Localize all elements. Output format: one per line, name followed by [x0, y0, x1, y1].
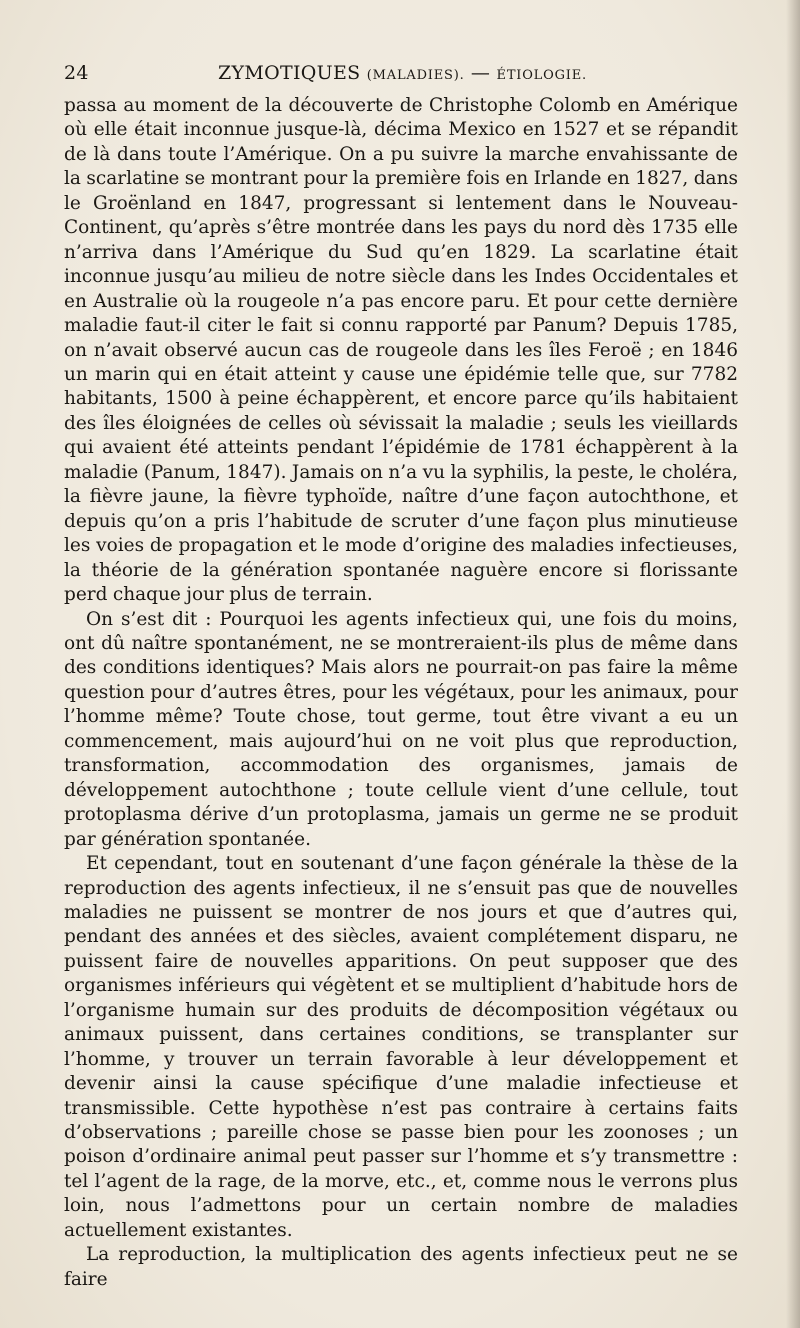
paragraph-last-line: La reproduction, la multiplication des agents infectieux peut ne se faire: [64, 1244, 738, 1290]
header-title: [218, 62, 587, 84]
paragraph: Et cependant, tout en soutenant d’une façon générale la thèse de la reproduction des agents infectieux, il ne s’ensuit pas que de nouvelles maladies ne puissent se montrer de nos jours et que d’autres qui, pendant des années et des siècles, avaient complétement disparu, ne puissent faire de nouvelles apparitions. On peut supposer que des organismes inférieurs qui végètent et se multiplient d’habitude hors de l’organisme humain sur des produits de décomposition végétaux ou animaux puissent, dans certaines conditions, se transplanter sur l’homme, y trouver un terrain favorable à leur développement et devenir ainsi la cause spécifique d’une maladie infectieuse et transmissible. Cette hypothèse n’est pas contraire à certains faits d’observations ; pareille chose se passe bien pour les zoonoses ; un poison d’ordinaire animal peut passer sur l’homme et s’y transmettre : tel l’agent de la rage, de la morve, etc., et, comme nous le verrons plus loin, nous l’admettons pour un certain nombre de maladies actuellement existantes.: [64, 853, 738, 1241]
paragraph-continued: passa au moment de la découverte de Christophe Colomb en Amérique où elle était inconnue jusque-là, décima Mexico en 1527 et se répandit de là dans toute l’Amérique. On a pu suivre la marche envahissante de la scarlatine se montrant pour la première fois en Irlande en 1827, dans le Groënland en 1847, progressant si lentement dans le Nouveau-Continent, qu’après s’être montrée dans les pays du nord dès 1735 elle n’arriva dans l’Amérique du Sud qu’en 1829. La scarlatine était inconnue jusqu’au milieu de notre siècle dans les Indes Occidentales et en Australie où la rougeole n’a pas encore paru. Et pour cette dernière maladie faut-il citer le fait si connu rapporté par Panum? Depuis 1785, on n’avait observé aucun cas de rougeole dans les îles Feroë ; en 1846 un marin qui en était atteint y cause une épidémie telle que, sur 7782 habitants, 1500 à peine échappèrent, et encore parce qu’ils habitaient des îles éloignées de celles où sévissait la maladie ; seuls les vieillards qui avaient été atteints pendant l’épidémie de 1781 échappèrent à la maladie (Panum, 1847). Jamais on n’a vu la syphilis, la peste, le choléra, la fièvre jaune, la fièvre typhoïde, naître d’une façon autochthone, et depuis qu’on a pris l’habitude de scruter d’une façon plus minutieuse les voies de propagation et le mode d’origine des maladies infectieuses, la théorie de la génération spontanée naguère encore si florissante perd chaque jour plus de terrain.: [64, 95, 738, 606]
page-edge-shadow: [786, 0, 800, 1328]
body-text: [64, 94, 738, 1292]
header-title-small: (MALADIES).: [366, 68, 465, 83]
page-number: 24: [64, 62, 89, 84]
running-header: [64, 62, 738, 92]
header-section: ÉTIOLOGIE.: [496, 68, 587, 83]
header-separator: —: [470, 62, 491, 84]
header-title-main: ZYMOTIQUES: [218, 62, 361, 84]
paragraph: On s’est dit : Pourquoi les agents infectieux qui, une fois du moins, ont dû naître spontanément, ne se montreraient-ils plus de même dans des conditions identiques? Mais alors ne pourrait-on pas faire la même question pour d’autres êtres, pour les végétaux, pour les animaux, pour l’homme même? Toute chose, tout germe, tout être vivant a eu un commencement, mais aujourd’hui on ne voit plus que reproduction, transformation, accommodation des organismes, jamais de développement autochthone ; toute cellule vient d’une cellule, tout protoplasma dérive d’un protoplasma, jamais un germe ne se produit par génération spontanée.: [64, 608, 738, 850]
